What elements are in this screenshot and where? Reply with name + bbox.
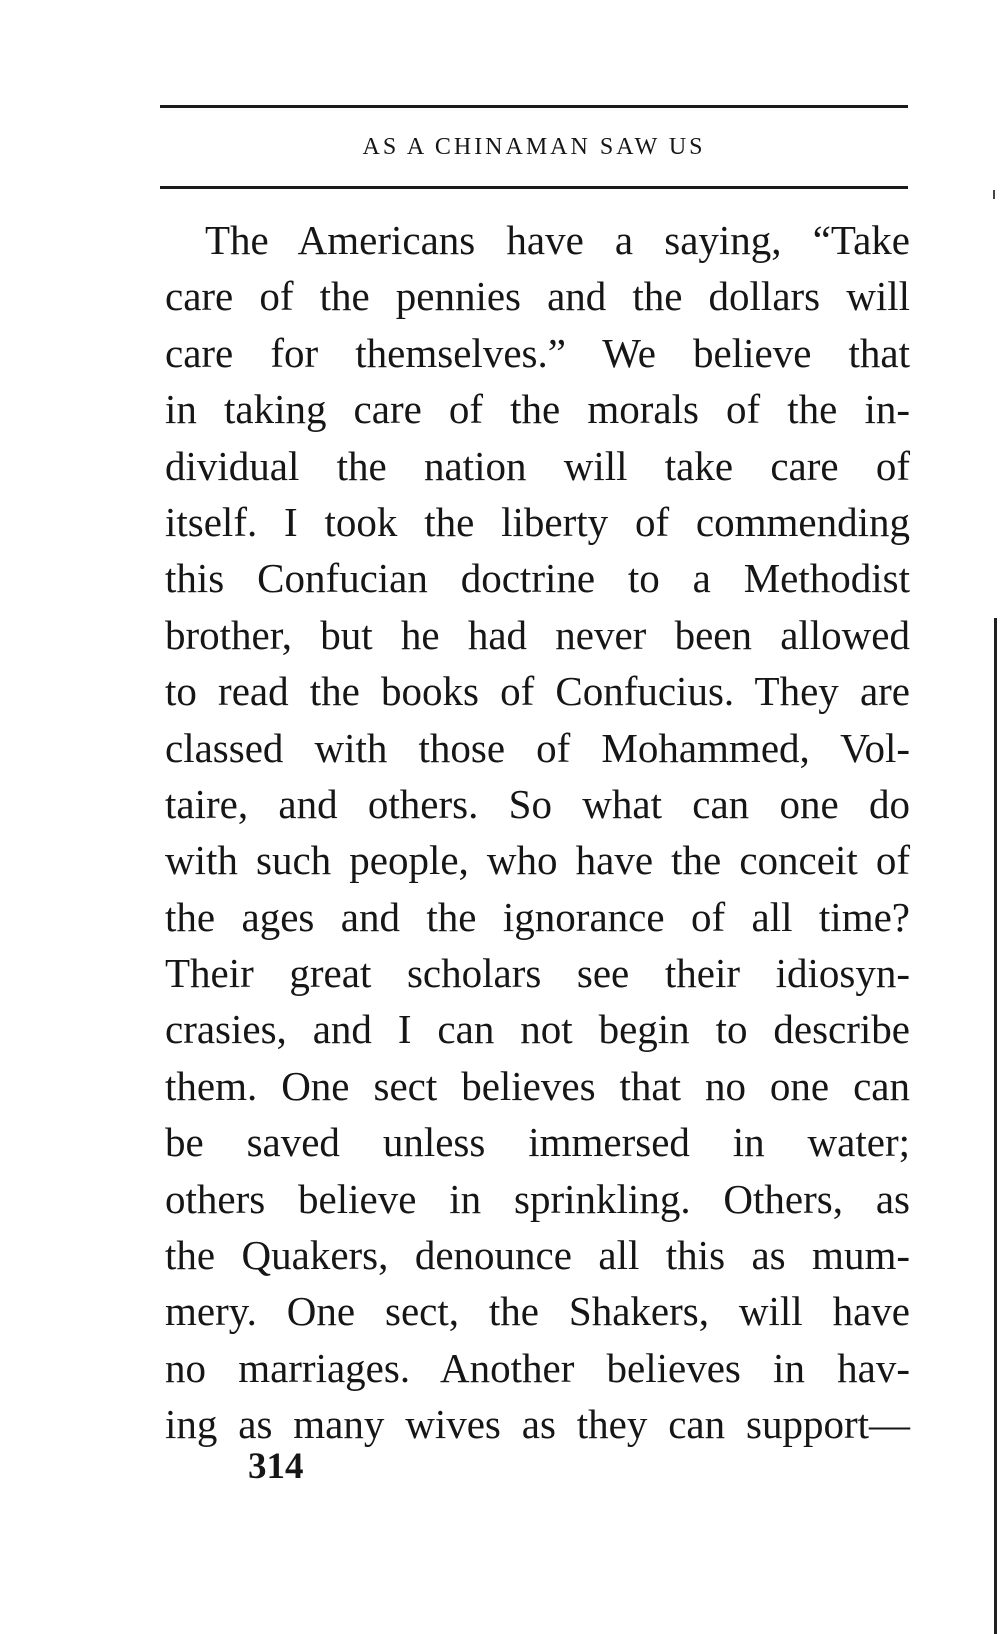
running-head: AS A CHINAMAN SAW US [362, 134, 706, 160]
scan-page-edge [994, 618, 997, 1634]
text-line: The Americans have a saying, “Take [205, 217, 910, 263]
text-line: dividual the nation will take care of [165, 442, 910, 489]
text-line: with such people, who have the conceit of [165, 837, 910, 884]
text-line: itself. I took the liberty of commending [165, 498, 910, 545]
text-line: crasies, and I can not begin to describe [165, 1006, 910, 1053]
scan-mark [993, 190, 995, 199]
header-rule-top [160, 105, 908, 108]
text-line: care for themselves.” We believe that [165, 329, 910, 376]
text-line: Their great scholars see their idiosyn- [165, 950, 910, 997]
text-line: mery. One sect, the Shakers, will have [165, 1288, 910, 1335]
text-line: in taking care of the morals of the in- [165, 386, 910, 433]
text-line: to read the books of Confucius. They are [165, 668, 910, 715]
text-line: this Confucian doctrine to a Methodist [165, 555, 910, 602]
text-line: care of the pennies and the dollars will [165, 273, 910, 320]
text-line: be saved unless immersed in water; [165, 1119, 910, 1166]
text-line: the Quakers, denounce all this as mum- [165, 1232, 910, 1279]
text-line: them. One sect believes that no one can [165, 1062, 910, 1109]
header-rule-bottom [160, 186, 908, 189]
text-line: no marriages. Another believes in hav- [165, 1344, 910, 1391]
page-number: 314 [248, 1446, 304, 1487]
text-line: brother, but he had never been allowed [165, 611, 910, 658]
text-line: the ages and the ignorance of all time? [165, 893, 910, 940]
text-line: taire, and others. So what can one do [165, 780, 910, 827]
text-line-last: ing as many wives as they can support— [165, 1401, 910, 1448]
body-text [165, 212, 910, 1453]
text-line: classed with those of Mohammed, Vol- [165, 724, 910, 771]
text-line: others believe in sprinkling. Others, as [165, 1175, 910, 1222]
